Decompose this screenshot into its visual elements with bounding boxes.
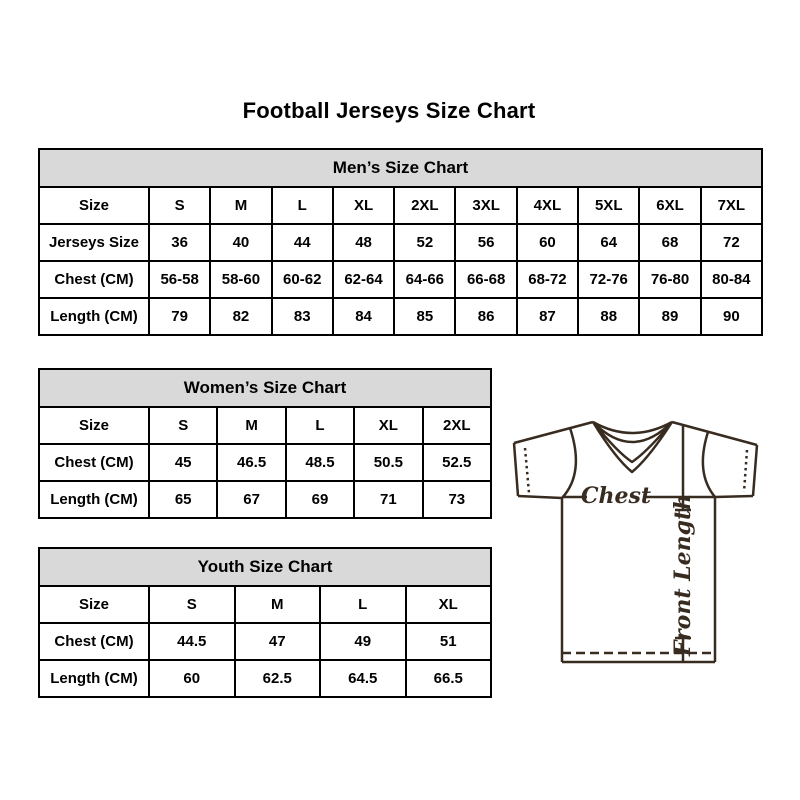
jersey-left-cuff-stitch-line (525, 448, 529, 493)
size-value-cell: 49 (320, 623, 406, 660)
chest-label: Chest (580, 483, 652, 509)
size-table (38, 368, 492, 519)
table-title: Men’s Size Chart (39, 149, 762, 187)
size-value-cell: M (235, 586, 321, 623)
size-value-cell: M (217, 407, 285, 444)
size-value-cell: 64 (578, 224, 639, 261)
size-value-cell: 46.5 (217, 444, 285, 481)
table-row (39, 660, 491, 697)
size-value-cell: 80-84 (701, 261, 762, 298)
youth-size-table (38, 547, 492, 698)
table-row (39, 586, 491, 623)
size-value-cell: 64-66 (394, 261, 455, 298)
row-label: Size (39, 187, 149, 224)
size-value-cell: 65 (149, 481, 217, 518)
size-value-cell: 5XL (578, 187, 639, 224)
size-value-cell: 36 (149, 224, 210, 261)
size-value-cell: 6XL (639, 187, 700, 224)
size-value-cell: 66.5 (406, 660, 492, 697)
size-value-cell: 2XL (394, 187, 455, 224)
size-value-cell: 64.5 (320, 660, 406, 697)
size-value-cell: 89 (639, 298, 700, 335)
table-row (39, 298, 762, 335)
size-value-cell: 60 (149, 660, 235, 697)
size-value-cell: 40 (210, 224, 271, 261)
table-row (39, 481, 491, 518)
table-title: Women’s Size Chart (39, 369, 491, 407)
jersey-measurement-diagram (505, 398, 775, 690)
size-value-cell: 60 (517, 224, 578, 261)
row-label: Chest (CM) (39, 261, 149, 298)
size-value-cell: L (286, 407, 354, 444)
jersey-left-sleeve-outer-edge (514, 443, 518, 496)
size-value-cell: 72-76 (578, 261, 639, 298)
size-value-cell: 44 (272, 224, 333, 261)
front-length-label: Front Length (670, 493, 696, 657)
size-value-cell: S (149, 187, 210, 224)
jersey-right-armhole-seam (703, 432, 715, 497)
size-value-cell: XL (406, 586, 492, 623)
size-value-cell: 69 (286, 481, 354, 518)
table-row (39, 444, 491, 481)
size-value-cell: 47 (235, 623, 321, 660)
size-value-cell: 62-64 (333, 261, 394, 298)
table-row (39, 261, 762, 298)
row-label: Chest (CM) (39, 444, 149, 481)
size-value-cell: L (272, 187, 333, 224)
size-value-cell: 87 (517, 298, 578, 335)
size-value-cell: 71 (354, 481, 422, 518)
size-value-cell: 51 (406, 623, 492, 660)
size-value-cell: 84 (333, 298, 394, 335)
womens-size-table (38, 368, 492, 519)
size-value-cell: 58-60 (210, 261, 271, 298)
size-value-cell: 56-58 (149, 261, 210, 298)
row-label: Size (39, 407, 149, 444)
size-value-cell: XL (333, 187, 394, 224)
size-value-cell: 72 (701, 224, 762, 261)
jersey-vneck-outer-line (593, 422, 672, 472)
size-value-cell: 88 (578, 298, 639, 335)
mens-size-table (38, 148, 763, 336)
size-value-cell: S (149, 586, 235, 623)
size-value-cell: 85 (394, 298, 455, 335)
size-value-cell: 90 (701, 298, 762, 335)
jersey-right-sleeve-outer-edge (753, 445, 757, 496)
size-value-cell: 4XL (517, 187, 578, 224)
jersey-right-shoulder-line (672, 422, 757, 445)
row-label: Length (CM) (39, 660, 149, 697)
table-row (39, 407, 491, 444)
size-value-cell: 73 (423, 481, 491, 518)
size-value-cell: M (210, 187, 271, 224)
table-row (39, 187, 762, 224)
size-value-cell: 7XL (701, 187, 762, 224)
size-value-cell: 56 (455, 224, 516, 261)
size-value-cell: 66-68 (455, 261, 516, 298)
size-value-cell: 62.5 (235, 660, 321, 697)
jersey-left-sleeve-bottom (518, 496, 562, 498)
table-row (39, 623, 491, 660)
row-label: Size (39, 586, 149, 623)
jersey-right-sleeve-bottom (715, 496, 753, 497)
size-table (38, 547, 492, 698)
size-value-cell: 48 (333, 224, 394, 261)
size-value-cell: XL (354, 407, 422, 444)
size-value-cell: L (320, 586, 406, 623)
size-value-cell: 67 (217, 481, 285, 518)
size-value-cell: 45 (149, 444, 217, 481)
table-title: Youth Size Chart (39, 548, 491, 586)
size-value-cell: 2XL (423, 407, 491, 444)
page-title: Football Jerseys Size Chart (242, 98, 536, 123)
jersey-left-shoulder-line (514, 422, 593, 443)
size-value-cell: 44.5 (149, 623, 235, 660)
size-value-cell: 50.5 (354, 444, 422, 481)
size-value-cell: 52 (394, 224, 455, 261)
jersey-right-cuff-stitch-line (744, 450, 747, 492)
row-label: Jerseys Size (39, 224, 149, 261)
row-label: Chest (CM) (39, 623, 149, 660)
size-value-cell: 86 (455, 298, 516, 335)
row-label: Length (CM) (39, 481, 149, 518)
row-label: Length (CM) (39, 298, 149, 335)
size-value-cell: S (149, 407, 217, 444)
size-value-cell: 60-62 (272, 261, 333, 298)
jersey-left-armhole-seam (562, 428, 576, 498)
size-value-cell: 82 (210, 298, 271, 335)
size-value-cell: 83 (272, 298, 333, 335)
size-value-cell: 52.5 (423, 444, 491, 481)
size-value-cell: 3XL (455, 187, 516, 224)
size-value-cell: 76-80 (639, 261, 700, 298)
size-value-cell: 79 (149, 298, 210, 335)
size-table (38, 148, 763, 336)
size-value-cell: 68 (639, 224, 700, 261)
size-value-cell: 68-72 (517, 261, 578, 298)
size-value-cell: 48.5 (286, 444, 354, 481)
table-row (39, 224, 762, 261)
